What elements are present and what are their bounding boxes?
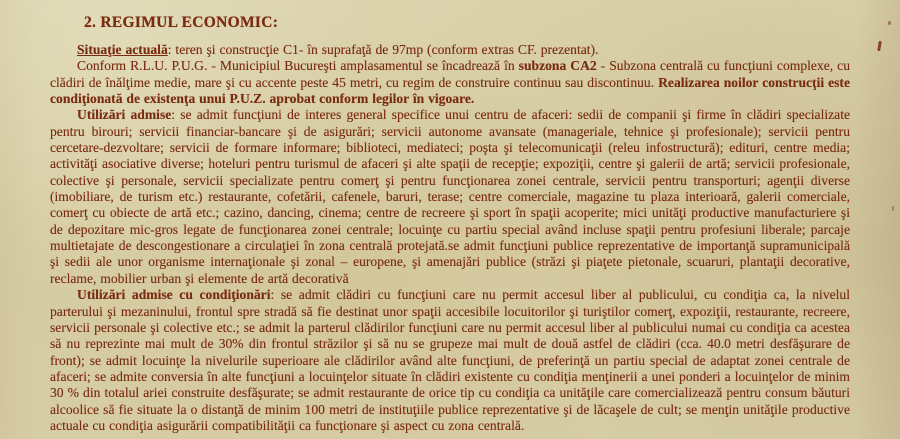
text-segment: Conform R.L.U. P.U.G. - Municipiul Bucureşti amplasamentul se încadrează în bbox=[77, 58, 519, 74]
text-segment: - Subzona centrală cu funcţiuni complexe, cu clădiri de înălţime medie, mare şi cu accente peste 45 metri, cu regim de construire continuu sau discontinuu. bbox=[50, 58, 850, 90]
ink-dot-artifact bbox=[888, 21, 891, 25]
text-segment: : se admit funcţiuni de interes general specifice unui centru de afaceri: sedii de companii şi firme în clădiri specializate pentru birouri; servicii financiar-bancare şi de asigurări; servicii autonome avansate (manageriale, tehnice şi profesionale); servicii pentru cercetare-dezvoltare; servicii de formare informare; biblioteci, mediateci; poşta şi telecomunicaţii (releu infostructură); edituri, centre media; activităţi asociative diverse; hoteluri pentru turismul de afaceri şi alte spaţii de recepţie; expoziţii, centre şi galerii de artă; servicii profesionale, colective şi personale, servicii specializate pentru comerţ şi pentru funcţionarea zonei centrale, servicii pentru transporturi; agenţii diverse (imobiliare, de turism etc.) restaurante, cofetării, cafenele, baruri, terase; centre comerciale, magazine tu plaza interioară, galerii comerciale, comerţ cu obiecte de artă etc.; cazino, dancing, cinema; centre de recreere şi sport în spaţii acoperite; mici unităţi productive manufacturiere şi de depozitare mic-gros legate de funcţionarea zonei centrale; locuinţe cu partiu special având incluse spaţii pentru profesiuni liberale; parcaje multietajate de descongestionare a circulaţiei în zona centrală protejată.se admit funcţiuni publice reprezentative de importanţă supramunicipală şi sedii ale unor organisme internaţionale şi zonal – europene, şi amenajări publice (străzi şi piaţete pietonale, scuaruri, plantaţii decorative, reclame, mobilier urban şi elemente de artă decorativă bbox=[50, 107, 851, 286]
ink-dash-artifact bbox=[877, 41, 882, 51]
document-body bbox=[50, 10, 850, 434]
ink-speck-artifact bbox=[892, 206, 894, 211]
text-segment: Utilizări admise bbox=[77, 107, 172, 123]
text-segment: subzona CA2 bbox=[518, 58, 597, 74]
text-segment: Utilizări admise cu condiţionări bbox=[77, 287, 271, 303]
paragraph-utilizari-admise-cu-conditionari bbox=[50, 287, 850, 434]
text-segment: Realizarea noilor construcţii este condiţionată de existenţa unui P.U.Z. aprobat conform legilor în vigoare. bbox=[50, 74, 850, 107]
text-segment: Situaţie actuală bbox=[77, 42, 168, 57]
paragraph-situatie-actuala bbox=[50, 42, 850, 58]
paragraph-conform-rlu-pug bbox=[50, 58, 850, 107]
paragraph-utilizari-admise bbox=[50, 107, 850, 287]
section-heading: 2. REGIMUL ECONOMIC: bbox=[84, 14, 279, 31]
text-segment: : se admit clădiri cu funcţiuni care nu permit accesul liber al publicului, cu condiţia ca, la nivelul parterului şi mezaninului, frontul spre stradă să fie destinat unor spaţii accesibile locuitorilor şi turiştilor comerţ, expoziţii, restaurante, recreere, servicii personale şi colective etc.; se admit la parterul clădirilor funcţiuni care nu permit accesul liber al publicului numai cu condiţia ca acestea să nu reprezinte mai mult de 30% din frontul străzilor şi să nu se grupeze mai mult de două astfel de clădiri (cca. 40.0 metri desfăşurare de front); se admit locuinţe la nivelurile superioare ale clădirilor având alte funcţiuni, de preferinţă un partiu special de adaptat zonei centrale de afaceri; se admite conversia în alte funcţiuni a locuinţelor situate în clădiri existente cu condiţia menţinerii a unei ponderi a locuinţelor de minim 30 % din totalul ariei construite desfăşurate; se admit restaurante de orice tip cu condiţia ca unităţile care comercializează pentru consum băuturi alcoolice să fie situate la o distanţă de minim 100 metri de instituţiile publice reprezentative şi de lăcaşele de cult; se menţin unităţile productive actuale cu condiţia asigurării compatibilităţii ca funcţionare şi aspect cu zona centrală. bbox=[50, 287, 850, 433]
text-segment: : teren şi construcţie C1- în suprafaţă de 97mp (conform extras CF. prezentat). bbox=[167, 42, 599, 57]
